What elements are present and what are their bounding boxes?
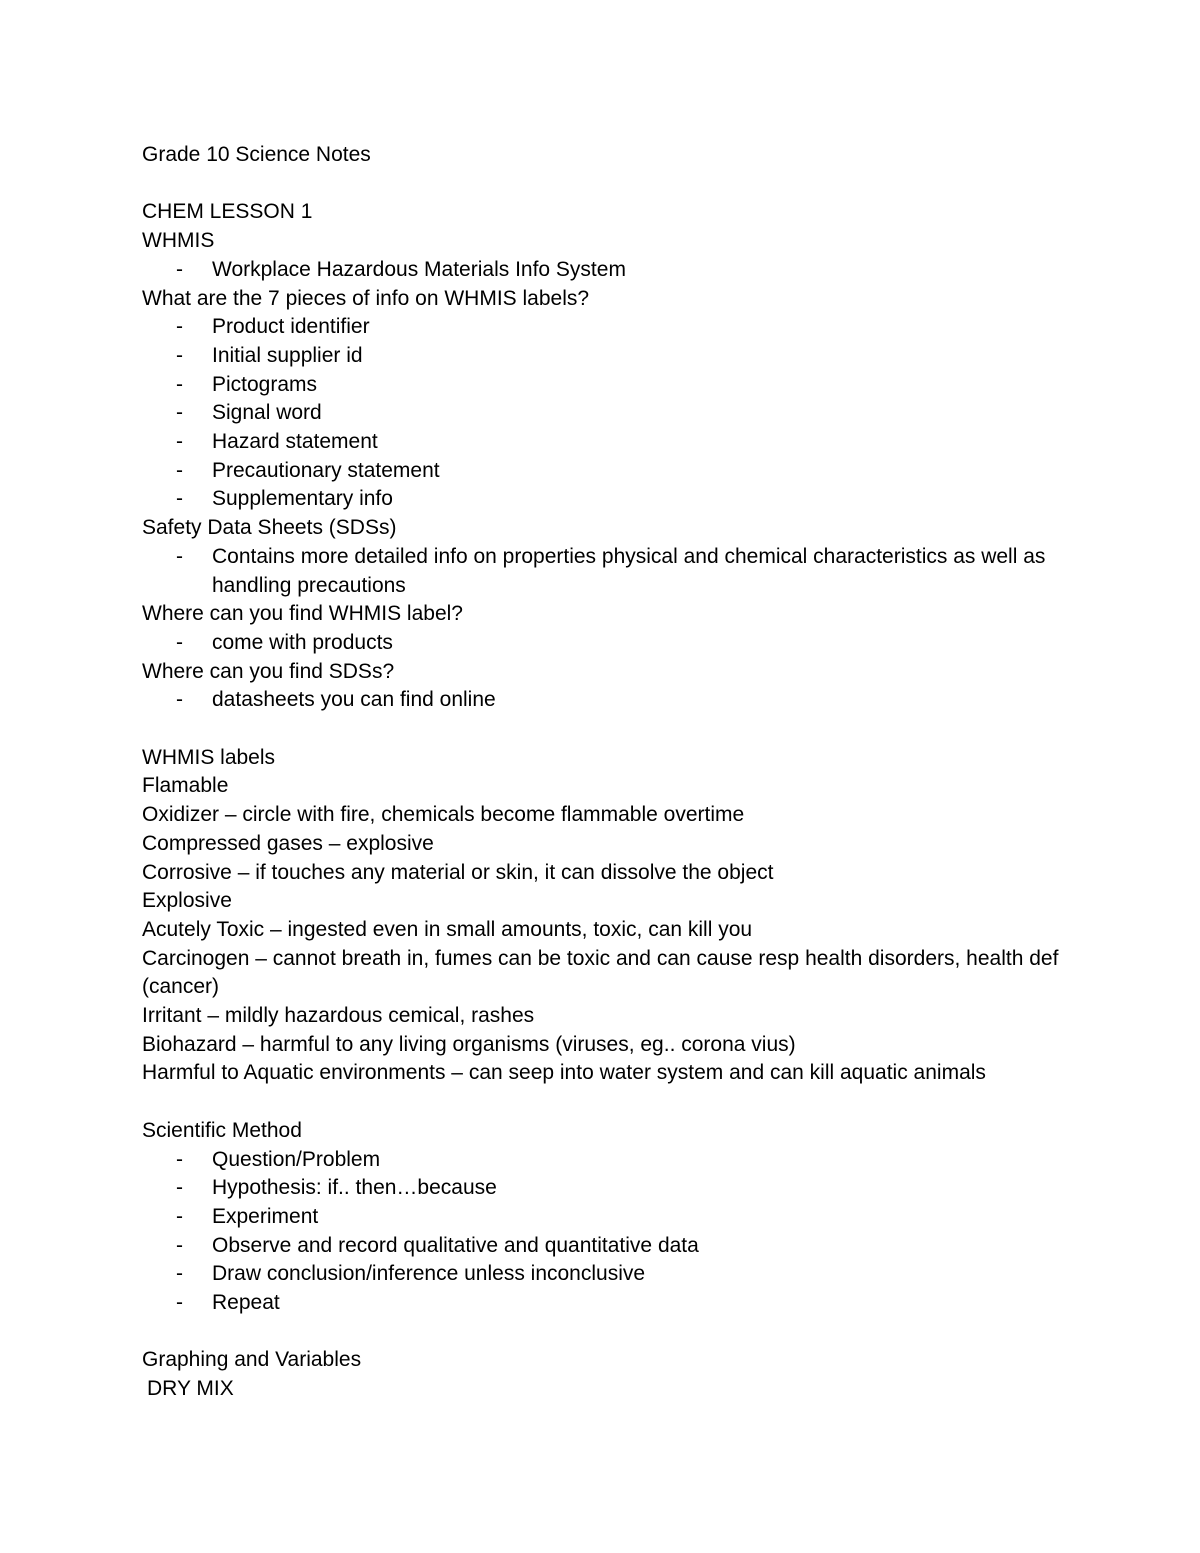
list-item: - Precautionary statement [176, 458, 440, 482]
list-item: - Experiment [176, 1204, 319, 1228]
label-line: Acutely Toxic – ingested even in small amounts, toxic, can kill you [142, 917, 753, 941]
list-item: - Supplementary info [176, 487, 393, 511]
find-label-heading: Where can you find WHMIS label? [142, 602, 463, 626]
list-item: - Observe and record qualitative and quantitative data [176, 1233, 699, 1257]
label-line: Corrosive – if touches any material or skin, it can dissolve the object [142, 860, 774, 884]
list-item: - Question/Problem [176, 1147, 381, 1171]
list-item: - Pictograms [176, 372, 318, 396]
list-item: - Hypothesis: if.. then…because [176, 1176, 497, 1200]
label-line: Irritant – mildly hazardous cemical, rashes [142, 1004, 535, 1028]
spacer [142, 170, 1062, 199]
label-line: Explosive [142, 889, 232, 913]
label-line: Oxidizer – circle with fire, chemicals become flammable overtime [142, 803, 745, 827]
notes-body [142, 141, 1062, 1404]
label-line: Biohazard – harmful to any living organisms (viruses, eg.. corona vius) [142, 1032, 796, 1056]
label-line: Carcinogen – cannot breath in, fumes can be toxic and can cause resp health disorders, health def (cancer) [142, 946, 1059, 999]
find-sds-heading: Where can you find SDSs? [142, 659, 395, 683]
labels-heading: WHMIS labels [142, 745, 276, 769]
spacer [142, 1318, 1062, 1347]
list-item: - Hazard statement [176, 430, 378, 454]
lesson-heading: CHEM LESSON 1 [142, 200, 313, 224]
list-item: - datasheets you can find online [176, 688, 496, 712]
label-line: Compressed gases – explosive [142, 831, 434, 855]
list-item: - Initial supplier id [176, 343, 363, 367]
page-title: Grade 10 Science Notes [142, 143, 371, 166]
list-item: - Contains more detailed info on properties physical and chemical characteristics as well as handling precautions [176, 544, 1046, 597]
list-item: - come with products [176, 630, 393, 654]
list-item: - Product identifier [176, 315, 370, 339]
spacer [142, 1088, 1062, 1117]
seven-pieces-heading: What are the 7 pieces of info on WHMIS labels? [142, 286, 590, 310]
list-item: - Draw conclusion/inference unless inconclusive [176, 1262, 646, 1286]
sds-heading: Safety Data Sheets (SDSs) [142, 516, 397, 540]
spacer [142, 715, 1062, 744]
graphing-subheading: DRY MIX [147, 1377, 234, 1401]
list-item: - Repeat [176, 1291, 280, 1315]
whmis-heading: WHMIS [142, 229, 215, 253]
graphing-heading: Graphing and Variables [142, 1348, 362, 1372]
list-item: - Signal word [176, 401, 322, 425]
list-item: - Workplace Hazardous Materials Info System [176, 257, 626, 281]
method-heading: Scientific Method [142, 1118, 302, 1142]
label-line: Flamable [142, 774, 229, 798]
label-line: Harmful to Aquatic environments – can seep into water system and can kill aquatic animals [142, 1061, 986, 1085]
